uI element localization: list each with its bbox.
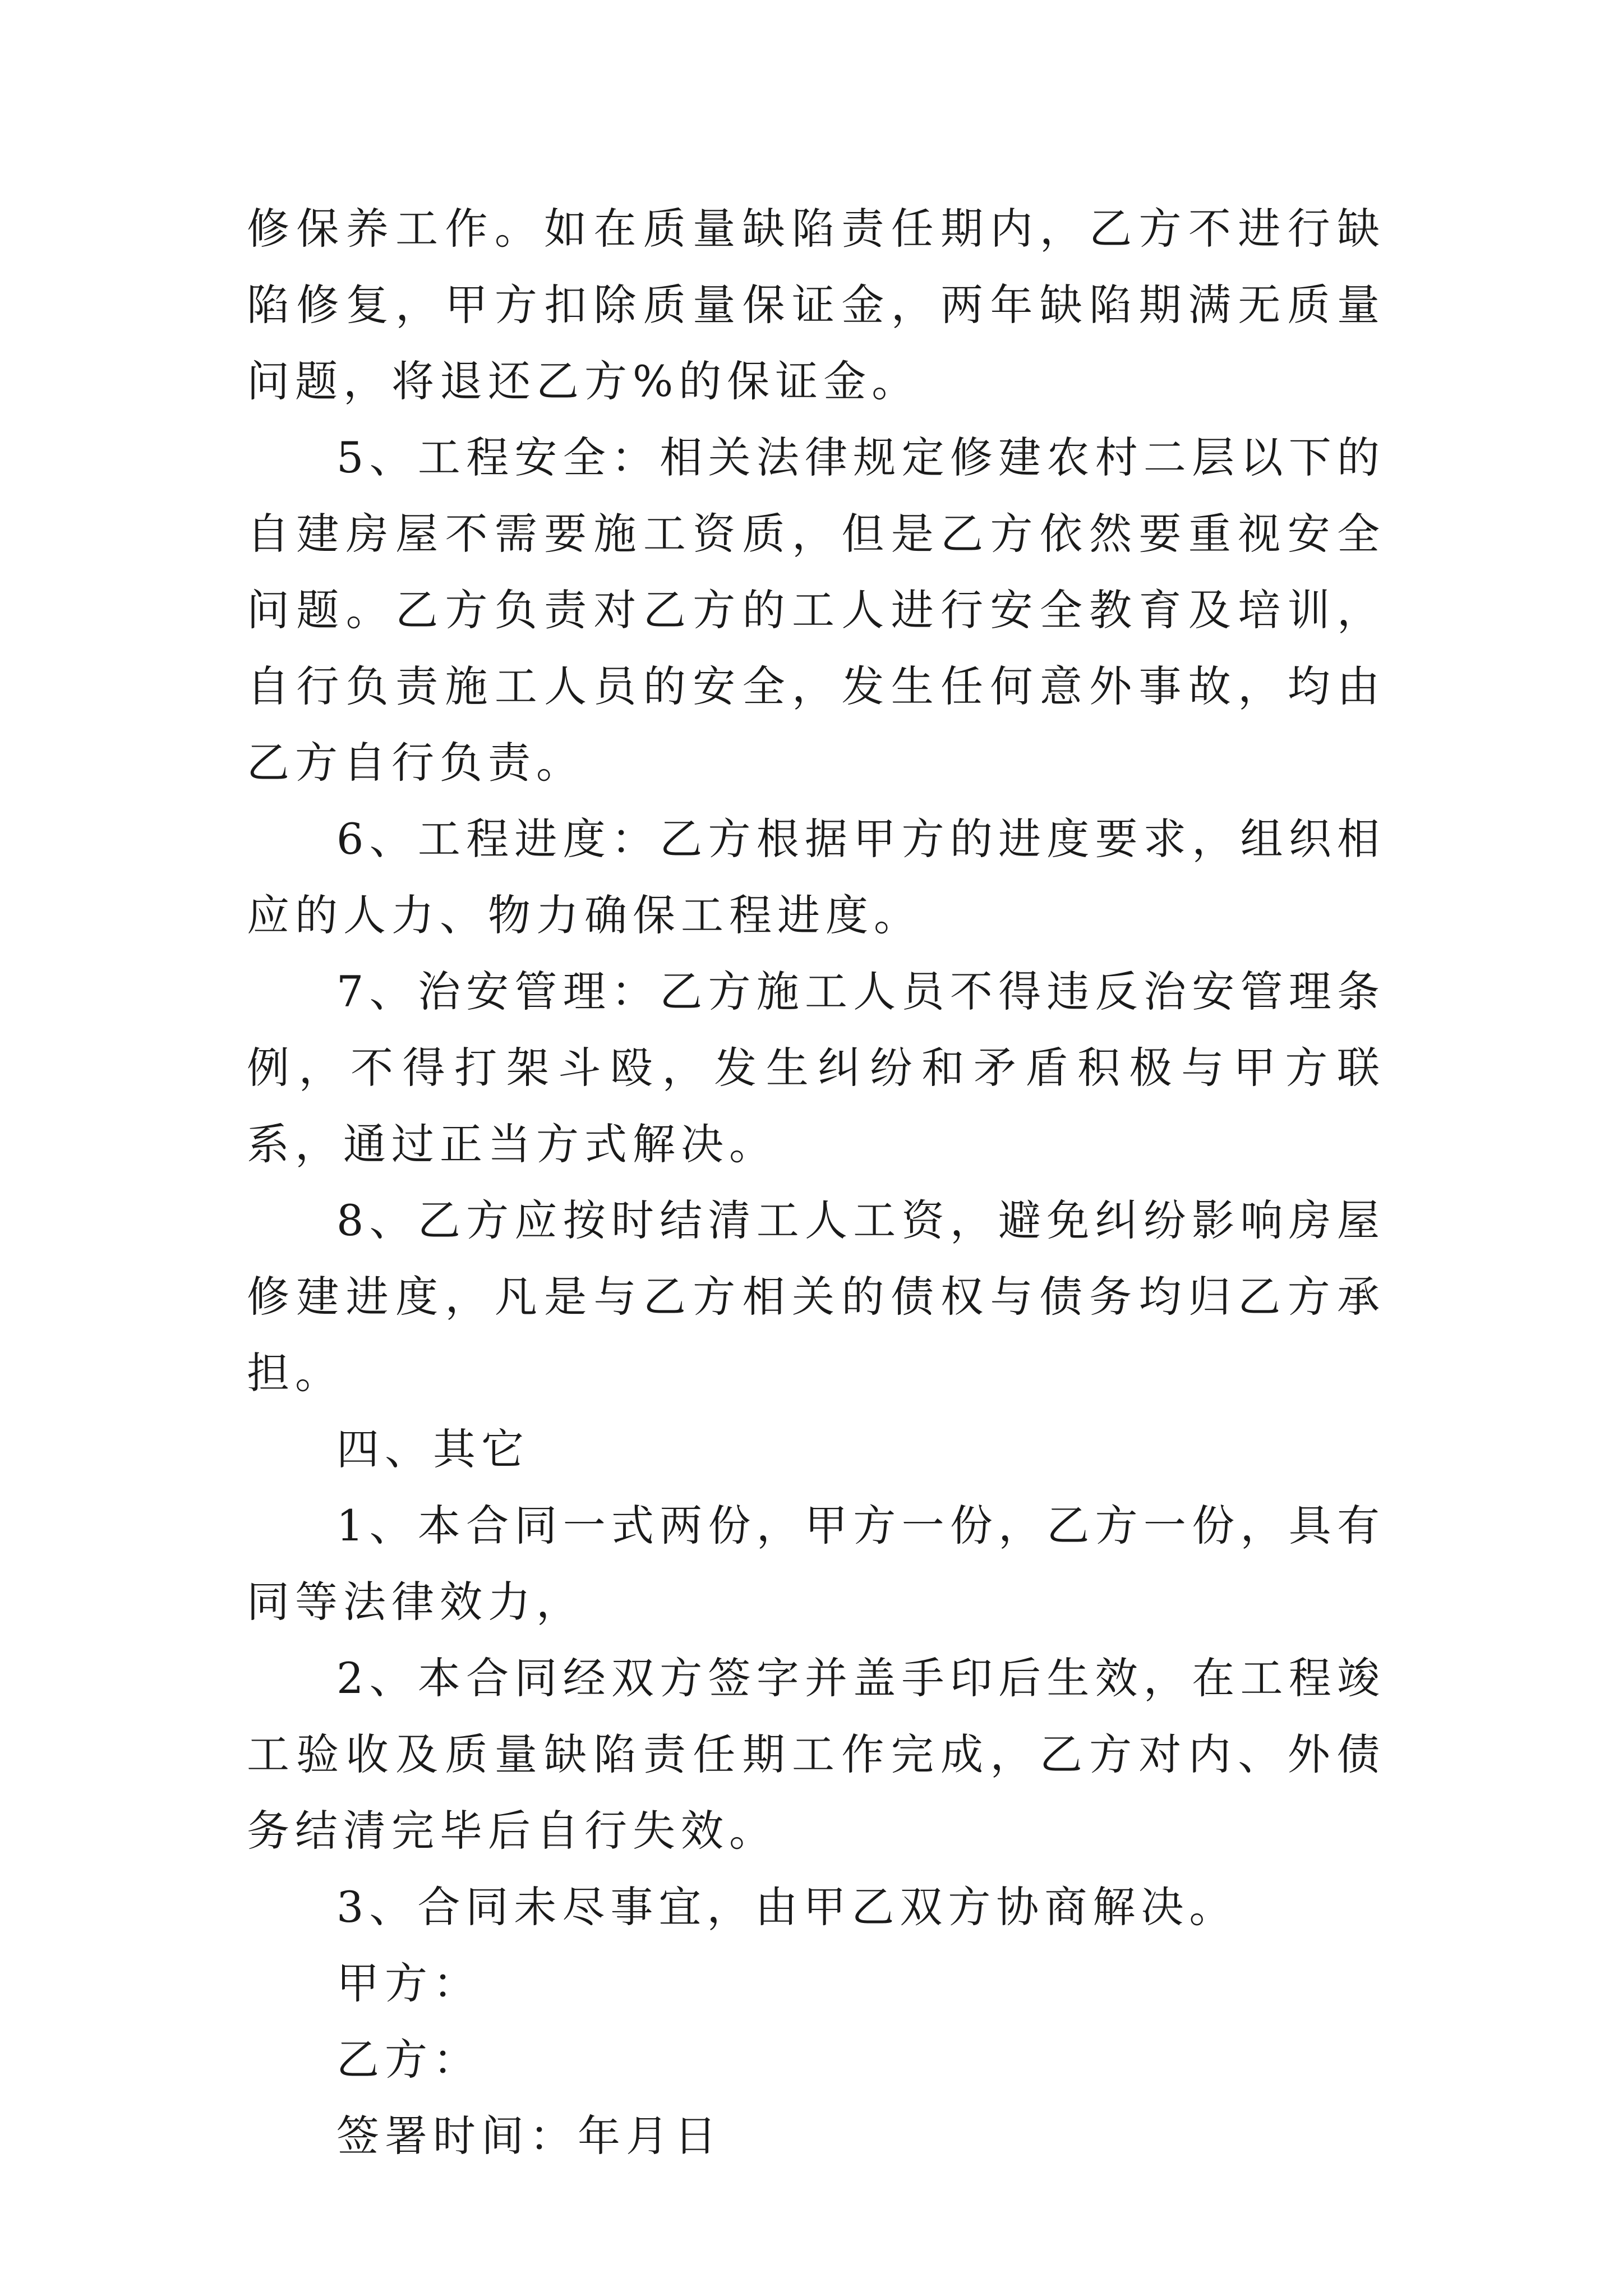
paragraph-clause-5-safety: 5、工程安全：相关法律规定修建农村二层以下的自建房屋不需要施工资质，但是乙方依然要重视安全问题。乙方负责对乙方的工人进行安全教育及培训，自行负责施工人员的安全，发生任何意外事故，均由乙方自行负责。 [247, 432, 1385, 788]
section-heading-other: 四、其它 [336, 1424, 529, 1474]
paragraph-other-3: 3、合同未尽事宜，由甲乙双方协商解决。 [336, 1882, 1238, 1932]
signature-party-b: 乙方： [336, 2035, 481, 2085]
document-body [247, 191, 1385, 2174]
paragraph-clause-6-schedule: 6、工程进度：乙方根据甲方的进度要求，组织相应的人力、物力确保工程进度。 [247, 814, 1385, 940]
paragraph-continuation: 修保养工作。如在质量缺陷责任期内，乙方不进行缺陷修复，甲方扣除质量保证金，两年缺陷期满无质量问题，将退还乙方%的保证金。 [247, 204, 1385, 406]
paragraph-clause-8-wages: 8、乙方应按时结清工人工资，避免纠纷影响房屋修建进度，凡是与乙方相关的债权与债务均归乙方承担。 [247, 1195, 1385, 1398]
signature-date: 签署时间：年月日 [336, 2111, 722, 2161]
paragraph-other-1: 1、本合同一式两份，甲方一份，乙方一份，具有同等法律效力， [247, 1501, 1385, 1627]
signature-party-a: 甲方： [336, 1958, 481, 2008]
paragraph-other-2: 2、本合同经双方签字并盖手印后生效，在工程竣工验收及质量缺陷责任期工作完成，乙方对内、外债务结清完毕后自行失效。 [247, 1653, 1385, 1856]
paragraph-clause-7-security: 7、治安管理：乙方施工人员不得违反治安管理条例，不得打架斗殴，发生纠纷和矛盾积极与甲方联系，通过正当方式解决。 [247, 967, 1385, 1169]
